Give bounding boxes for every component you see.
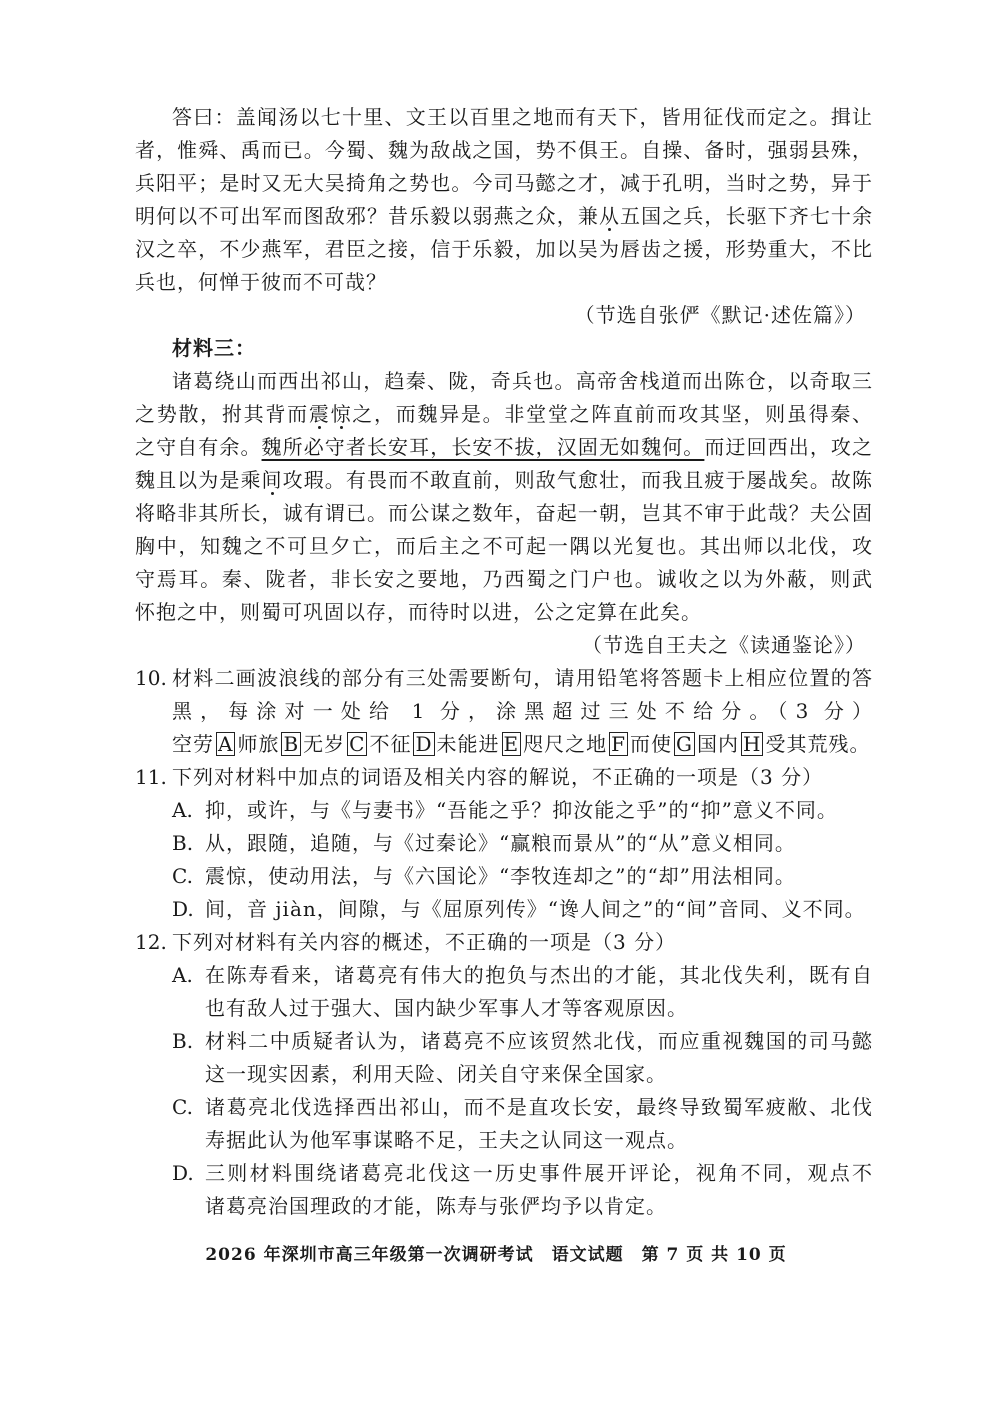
text-segment: 五国之兵，长驱下齐七十余 bbox=[620, 204, 873, 228]
text-line bbox=[135, 398, 873, 431]
text-line: 材料二中质疑者认为，诸葛亮不应该贸然北伐，而应重视魏国的司马懿 bbox=[205, 1029, 873, 1053]
text-segment: 之势散，拊其背而 bbox=[135, 402, 309, 426]
text-line: 者，惟舜、禹而已。今蜀、魏为敌战之国，势不俱王。自操、备时，强弱县殊， bbox=[135, 138, 873, 162]
text-line bbox=[135, 200, 873, 233]
option-label: D. bbox=[172, 1161, 194, 1185]
option-label: A. bbox=[172, 798, 193, 822]
text-line: 将略非其所长，诚有谓已。而公谋之数年，奋起一朝，岂其不审于此哉？夫公固 bbox=[135, 501, 873, 525]
emphasized-char: 惊 bbox=[330, 402, 353, 426]
text-line: 黑，每涂对一处给 1 分，涂黑超过三处不给分。（3 分） bbox=[172, 699, 873, 723]
text-line: 从，跟随，追随，与《过秦论》“赢粮而景从”的“从”意义相同。 bbox=[205, 831, 796, 855]
text-line: 守焉耳。秦、陇者，非长安之要地，乃西蜀之门户也。诚收之以为外蔽，则武 bbox=[135, 567, 873, 591]
emphasized-char: 间 bbox=[261, 468, 283, 492]
answer-box-label: H bbox=[743, 732, 762, 756]
question-12 bbox=[135, 926, 873, 1223]
text-segment: 未能进 bbox=[436, 732, 500, 756]
text-line: 也有敌人过于强大、国内缺少军事人才等客观原因。 bbox=[205, 996, 688, 1020]
option-d bbox=[172, 893, 873, 926]
text-line: 下列对材料中加点的词语及相关内容的解说，不正确的一项是（3 分） bbox=[172, 765, 824, 789]
material-two-source: （节选自张俨《默记·述佐篇》） bbox=[574, 303, 866, 327]
question-number: 12. bbox=[135, 930, 167, 954]
material-three-heading: 材料三： bbox=[172, 336, 256, 360]
answer-box-label: E bbox=[503, 732, 520, 756]
text-segment: 无岁 bbox=[303, 732, 346, 756]
answer-box-label: C bbox=[349, 732, 366, 756]
exam-page-body bbox=[135, 101, 873, 1223]
text-line: 兵阳平；是时又无大吴掎角之势也。今司马懿之才，减于孔明，当时之势，异于 bbox=[135, 171, 873, 195]
option-label: B. bbox=[172, 1029, 194, 1053]
text-line: 材料二画波浪线的部分有三处需要断句，请用铅笔将答题卡上相应位置的答 bbox=[172, 666, 873, 690]
text-line: 怀抱之中，则蜀可巩固以存，而待时以进，公之定算在此矣。 bbox=[135, 600, 702, 624]
option-label: B. bbox=[172, 831, 194, 855]
text-line: 汉之卒，不少燕军，君臣之接，信于乐毅，加以吴为唇齿之援，形势重大，不比 bbox=[135, 237, 873, 261]
text-line: 诸葛绕山而西出祁山，趋秦、陇，奇兵也。高帝舍栈道而出陈仓，以奇取三 bbox=[172, 369, 873, 393]
underlined-sentence: 魏所必守者长安耳，长安不拔，汉固无如魏何。 bbox=[261, 435, 705, 459]
material-three-text bbox=[135, 365, 873, 629]
answer-box-label: B bbox=[283, 732, 300, 756]
text-segment: 国内 bbox=[697, 732, 739, 756]
answer-box-label: D bbox=[415, 732, 433, 756]
text-line: 这一现实因素，利用天险、闭关自守来保全国家。 bbox=[205, 1062, 667, 1086]
text-line: 在陈寿看来，诸葛亮有伟大的抱负与杰出的才能，其北伐失利，既有自 bbox=[205, 963, 873, 987]
question-11 bbox=[135, 761, 873, 926]
text-segment: 魏且以为是乘 bbox=[135, 468, 262, 492]
text-segment: 咫尺之地 bbox=[523, 732, 608, 756]
text-segment: 不征 bbox=[369, 732, 412, 756]
text-line: 兵也，何惮于彼而不可哉？ bbox=[135, 270, 387, 294]
question-number: 10. bbox=[135, 666, 167, 690]
text-segment: 空劳 bbox=[172, 732, 214, 756]
option-b bbox=[172, 1025, 873, 1091]
answer-box-label: A bbox=[218, 732, 234, 756]
option-a bbox=[172, 794, 873, 827]
emphasized-char: 从 bbox=[598, 204, 621, 228]
question-10 bbox=[135, 662, 873, 761]
text-line: 胸中，知魏之不可旦夕亡，而后主之不可起一隅以光复也。其出师以北伐，攻 bbox=[135, 534, 873, 558]
text-line bbox=[172, 728, 873, 761]
emphasized-char: 震 bbox=[308, 402, 331, 426]
option-label: C. bbox=[172, 864, 193, 888]
text-line bbox=[135, 431, 873, 464]
option-label: D. bbox=[172, 897, 194, 921]
option-b bbox=[172, 827, 873, 860]
question-number: 11. bbox=[135, 765, 167, 789]
text-segment: 攻瑕。有畏而不敢直前，则敌气愈壮，而我且疲于屡战矣。故陈 bbox=[282, 468, 873, 492]
text-segment: 而使 bbox=[630, 732, 673, 756]
text-line: 震惊，使动用法，与《六国论》“李牧连却之”的“却”用法相同。 bbox=[205, 864, 796, 888]
material-two-excerpt bbox=[135, 101, 873, 299]
page-footer: 2026 年深圳市高三年级第一次调研考试 语文试题 第 7 页 共 10 页 bbox=[205, 1245, 787, 1265]
text-line: 诸葛亮北伐选择西出祁山，而不是直攻长安，最终导致蜀军疲敝、北伐 bbox=[205, 1095, 873, 1119]
material-three-source: （节选自王夫之《读通鉴论》） bbox=[582, 633, 866, 657]
option-d bbox=[172, 1157, 873, 1223]
text-line: 抑，或许，与《与妻书》“吾能之乎？抑汝能之乎”的“抑”意义不同。 bbox=[205, 798, 838, 822]
text-line: 三则材料围绕诸葛亮北伐这一历史事件展开评论，视角不同，观点不 bbox=[205, 1161, 873, 1185]
option-label: A. bbox=[172, 963, 193, 987]
option-c bbox=[172, 860, 873, 893]
answer-box-label: F bbox=[611, 732, 627, 756]
text-line: 诸葛亮治国理政的才能，陈寿与张俨均予以肯定。 bbox=[205, 1194, 667, 1218]
option-c bbox=[172, 1091, 873, 1157]
text-line: 下列对材料有关内容的概述，不正确的一项是（3 分） bbox=[172, 930, 677, 954]
text-segment: 而迂回西出，攻之 bbox=[704, 435, 873, 459]
text-segment: 师旅 bbox=[237, 732, 280, 756]
questions bbox=[135, 662, 873, 1223]
text-line: 寿据此认为他军事谋略不足，王夫之认同这一观点。 bbox=[205, 1128, 688, 1152]
text-line: 间，音 jiàn，间隙，与《屈原列传》“谗人间之”的“间”音同、义不同。 bbox=[205, 897, 866, 921]
option-label: C. bbox=[172, 1095, 193, 1119]
answer-box-label: G bbox=[676, 732, 693, 756]
text-segment: 受其荒残。 bbox=[765, 732, 871, 756]
text-line: 答曰：盖闻汤以七十里、文王以百里之地而有天下，皆用征伐而定之。揖让 bbox=[172, 105, 873, 129]
text-segment: 之守自有余。 bbox=[135, 435, 262, 459]
option-a bbox=[172, 959, 873, 1025]
text-segment: 之，而魏异是。非堂堂之阵直前而攻其坚，则虽得秦、 bbox=[352, 402, 873, 426]
text-segment: 明何以不可出军而图敌邪？昔乐毅以弱燕之众，兼 bbox=[135, 204, 599, 228]
text-line bbox=[135, 464, 873, 497]
